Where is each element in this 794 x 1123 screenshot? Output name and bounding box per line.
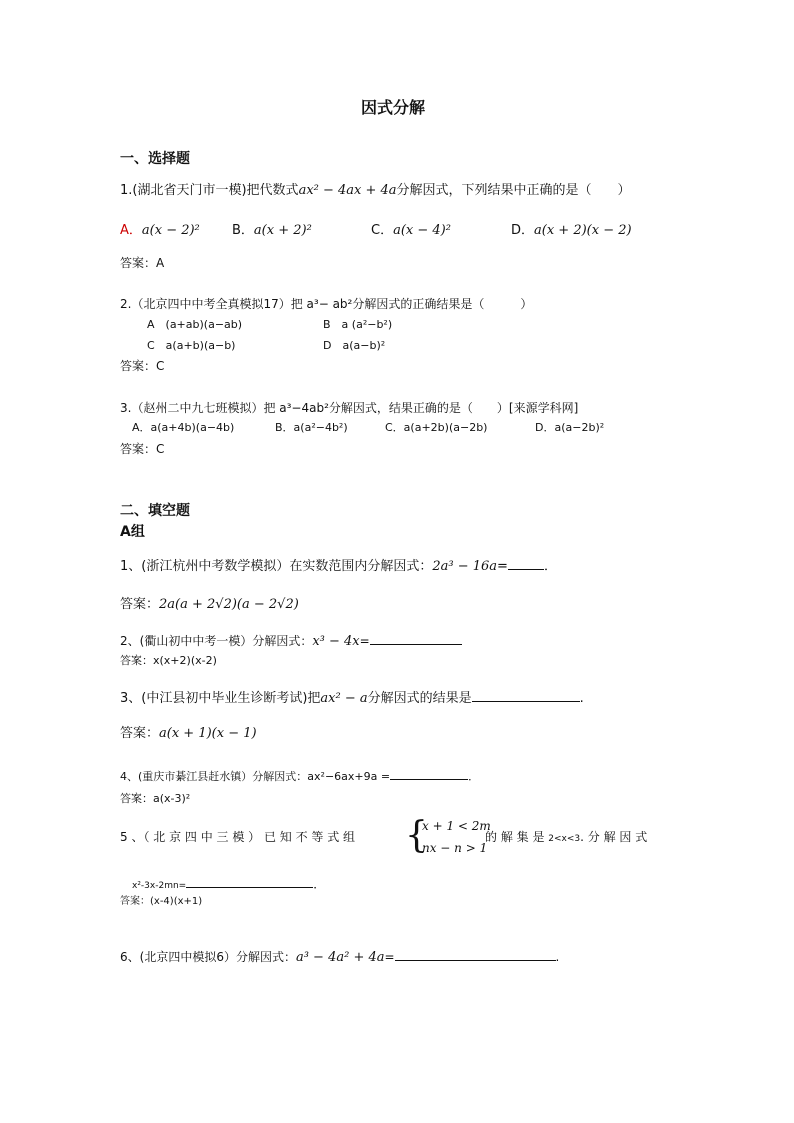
option-value: a(x + 2)(x − 2)	[534, 223, 632, 238]
answer-3: 答案：C	[120, 442, 165, 456]
option-value: a(x − 4)²	[393, 223, 451, 238]
question-stem: 4、(重庆市綦江县赶水镇）分解因式：ax²−6ax+9a =	[120, 770, 391, 783]
question-1	[120, 183, 631, 199]
answer-label: 答案：	[120, 726, 160, 741]
option-label: C．	[371, 223, 394, 238]
fill-answer-1	[120, 597, 299, 613]
answer-blank	[370, 632, 462, 645]
sentence-end: .	[579, 691, 584, 706]
answer-blank	[472, 689, 580, 702]
question-stem: 1、(浙江杭州中考数学模拟）在实数范围内分解因式：	[120, 559, 433, 574]
answer-blank	[395, 948, 556, 961]
math-expression: x³ − 4x	[312, 634, 360, 649]
question-tail: 的 解 集 是	[485, 830, 545, 844]
answer-blank	[390, 767, 468, 780]
option-d: D．a(a−2b)²	[535, 421, 605, 434]
sentence-end: .	[555, 950, 560, 964]
option-b: B a (a²−b²)	[323, 318, 393, 331]
equals-sign: =	[384, 950, 395, 964]
sentence-end: ．	[543, 559, 557, 574]
question-stem: 3、(中江县初中毕业生诊断考试)把	[120, 691, 321, 706]
equals-sign: =	[359, 634, 370, 648]
option-d: D a(a−b)²	[323, 339, 386, 352]
section-heading-fill: 二、填空题	[120, 503, 190, 519]
answer-label: 答案：	[120, 597, 160, 612]
option-c: C a(a+b)(a−b)	[147, 339, 236, 352]
fill-question-5-stem: 5 、（ 北 京 四 中 三 模 ） 已 知 不 等 式 组	[120, 830, 356, 844]
equals-sign: =	[497, 559, 508, 574]
brace-icon: {	[405, 815, 428, 856]
inequality-1: x + 1 < 2m	[422, 819, 491, 833]
math-expression: a³ − 4a² + 4a	[295, 950, 385, 965]
option-c	[371, 223, 451, 239]
fill-question-1	[120, 557, 557, 575]
fill-question-5-tail	[485, 830, 647, 846]
solution-range: 2<x<3	[548, 834, 581, 844]
option-label: B．	[232, 223, 254, 238]
math-expression: ax² − 4ax + 4a	[298, 183, 397, 198]
option-a: A (a+ab)(a−ab)	[147, 318, 243, 331]
fill-question-5-line2	[132, 875, 325, 893]
fill-question-4	[120, 767, 479, 784]
inequality-2: nx − n > 1	[422, 841, 488, 855]
fill-question-6	[120, 948, 559, 965]
math-expression: 2a³ − 16a	[432, 559, 498, 574]
answer-blank	[508, 557, 544, 570]
section-heading-choice: 一、选择题	[120, 151, 190, 167]
option-a	[120, 223, 200, 239]
group-label: A组	[120, 524, 145, 540]
answer-blank	[186, 875, 313, 888]
sentence-end: ．	[313, 877, 326, 891]
fill-answer-3	[120, 726, 257, 742]
question-2: 2.（北京四中中考全真模拟17）把 a³− ab²分解因式的正确结果是（ ）	[120, 297, 533, 311]
sentence-end: ．	[468, 770, 480, 783]
option-label: D．	[511, 223, 535, 238]
answer-expression: 2a(a + 2√2)(a − 2√2)	[159, 597, 299, 612]
answer-1: 答案：A	[120, 256, 165, 270]
question-tail: 分解因式，下列结果中正确的是（ ）	[396, 183, 631, 198]
option-d	[511, 223, 632, 239]
question-stem: 6、(北京四中模拟6）分解因式：	[120, 950, 296, 964]
option-c: C．a(a+2b)(a−2b)	[385, 421, 488, 434]
fill-answer-2: 答案：x(x+2)(x-2)	[120, 654, 217, 667]
question-stem: 2、(衢山初中中考一模）分解因式：	[120, 634, 313, 648]
fill-question-2	[120, 632, 462, 649]
page-title: 因式分解	[361, 98, 426, 117]
question-tail: 分解因式的结果是	[367, 691, 472, 706]
fill-answer-5: 答案：(x-4)(x+1)	[120, 896, 203, 907]
option-b	[232, 223, 312, 239]
answer-2: 答案：C	[120, 359, 165, 373]
question-tail-2: . 分 解 因 式	[580, 830, 648, 844]
fill-question-3	[120, 689, 584, 707]
answer-expression: a(x + 1)(x − 1)	[159, 726, 257, 741]
option-value: a(x − 2)²	[141, 223, 200, 238]
question-stem: 1.(湖北省天门市一模)把代数式	[120, 183, 299, 198]
option-label: A．	[120, 223, 142, 238]
option-b: B．a(a²−4b²)	[275, 421, 348, 434]
fill-answer-4: 答案：a(x-3)²	[120, 792, 191, 805]
option-a: A．a(a+4b)(a−4b)	[132, 421, 235, 434]
math-expression: ax² − a	[320, 691, 368, 706]
question-3: 3.（赵州二中九七班模拟）把 a³−4ab²分解因式，结果正确的是（ ）[来源学科网]	[120, 401, 579, 415]
option-value: a(x + 2)²	[253, 223, 312, 238]
question-expression: x²-3x-2mn=	[132, 881, 187, 891]
